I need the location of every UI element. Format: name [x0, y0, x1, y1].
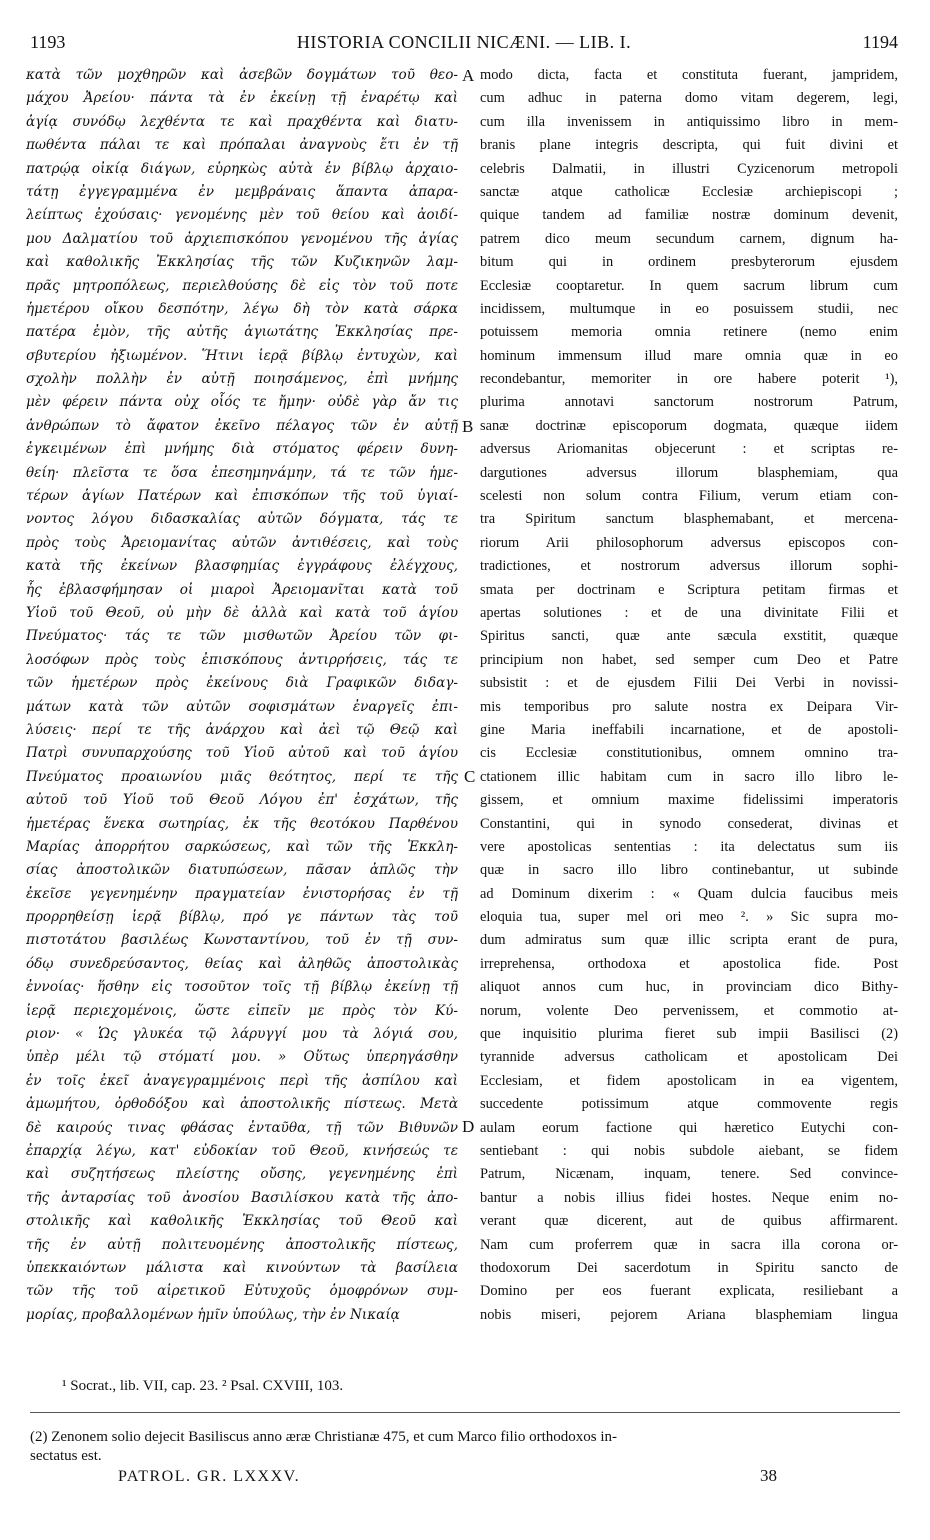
left-column-number: 1193 — [30, 32, 66, 52]
greek-text-line: ἱερᾷ περιεχομένοις, ὥστε εἰπεῖν με πρὸς τὸν Κύ- — [26, 1002, 458, 1019]
greek-text-line: αὐτοῦ τοῦ Υἱοῦ τοῦ Θεοῦ Λόγου ἐπ' ἐσχάτων, τῆς — [26, 792, 458, 809]
latin-text-line: sentiebant : qui nobis subdole aiebant, se fidem — [480, 1142, 898, 1159]
latin-text-line: dum admiratus sum quæ illic scripta erant de pura, — [480, 932, 898, 949]
latin-text-column — [480, 64, 898, 1327]
greek-text-line: τῆς ἐν αὐτῇ πολιτευομένης ἀποστολικῆς πίστεως, — [26, 1236, 458, 1253]
greek-text-line: τάτῃ ἐγγεγραμμένα ἐν μεμβράναις ἅπαντα ἀπαρα- — [26, 183, 458, 200]
greek-text-line: καὶ συζητήσεως πλείστης οὔσης, γεγενημένης ἐπὶ — [26, 1166, 458, 1183]
section-marker-b: B — [462, 417, 474, 436]
editor-footnote-line: (2) Zenonem solio dejecit Basiliscus anno æræ Christianæ 475, et cum Marco filio orthodoxos in- — [30, 1429, 617, 1445]
latin-text-line: sanæ doctrinæ episcoporum dogmata, quæque iidem — [480, 417, 898, 434]
greek-text-line: μάτων κατὰ τῶν αὐτῶν σοφισμάτων ἐναργεῖς ἐπι- — [26, 698, 458, 715]
greek-text-line: ἐν τοῖς ἐκεῖ ἀναγεγραμμένοις περὶ τῆς ἀσπίλου καὶ — [26, 1072, 458, 1089]
latin-text-line: ad Dominum dixerim : « Quam dulcia faucibus meis — [480, 885, 898, 902]
greek-text-line: τῶν ἡμετέρων πρὸς ἐκείνους διὰ Γραφικῶν διδαγ- — [26, 675, 458, 692]
greek-text-line: τέρων ἁγίων Πατέρων καὶ ἐπισκόπων τῆς τοῦ ὑγιαί- — [26, 488, 458, 505]
greek-text-line: ἡμετέρας ἕνεκα σωτηρίας, ἐκ τῆς θεοτόκου Παρθένου — [26, 815, 458, 832]
right-column-number: 1194 — [862, 32, 898, 52]
greek-text-line: ἡμετέρου οἴκου δεσπότην, λέγω δὴ τὸν κατὰ σάρκα — [26, 300, 458, 317]
section-marker-a: A — [462, 66, 475, 85]
greek-text-line: ὑπὲρ μέλι τῷ στόματί μου. » Οὕτως ὑπερηγάσθην — [26, 1049, 458, 1066]
latin-text-line: adversus Ariomanitas objecerunt : et scriptas re- — [480, 441, 898, 458]
gathering-number: 38 — [760, 1466, 777, 1485]
latin-text-line: verant quæ dicerent, aut de quibus affirmarent. — [480, 1213, 898, 1230]
greek-text-line: ἁγίᾳ συνόδῳ λεχθέντα τε καὶ πραχθέντα καὶ διατυ- — [26, 113, 458, 130]
latin-text-line: celebris Dalmatii, in illustri Cyzicenorum metropoli — [480, 160, 898, 177]
latin-text-line: cis Ecclesiæ constitutionibus, omnem omnino tra- — [480, 745, 898, 762]
latin-text-line: dargutiones adversus illorum blasphemiam, qua — [480, 464, 898, 481]
latin-text-line: succedente potissimum atque commovente regis — [480, 1096, 898, 1113]
latin-text-line: potuissem memoria omnia retinere (nemo enim — [480, 324, 898, 341]
greek-text-line: λείπτως ἐχούσαις· γενομένης μὲν τοῦ θείου καὶ ἀοιδί- — [26, 207, 458, 224]
latin-text-line: Patrum, Nicænam, inquam, tenere. Sed convince- — [480, 1166, 898, 1183]
running-title: HISTORIA CONCILII NICÆNI. — LIB. I. — [296, 32, 632, 52]
running-header — [30, 32, 898, 56]
latin-text-line: ctationem illic habitam cum in sacro illo libro le- — [480, 768, 898, 785]
greek-text-line: καὶ καθολικῆς Ἐκκλησίας τῆς τῶν Κυζικηνῶν λαμ- — [26, 254, 458, 271]
latin-text-line: bantur a nobis illius fidei hostes. Neque enim no- — [480, 1189, 898, 1206]
greek-text-line: Μαρίας ἀπορρήτου σαρκώσεως, καὶ τῶν τῆς Ἐκκλη- — [26, 838, 458, 855]
greek-text-line: σχολὴν πολλὴν ἐν αὐτῇ ποιησάμενος, ἐπὶ μνήμης — [26, 371, 458, 388]
greek-text-line: Πνεύματος προαιωνίου μιᾶς θεότητος, περί τε τῆς — [26, 768, 458, 785]
latin-text-line: subsistit : et de ejusdem Filii Dei Verbi in novissi- — [480, 675, 898, 692]
latin-text-line: eloquia tua, super mel ori meo ². » Sic supra mo- — [480, 909, 898, 926]
latin-text-line: incidissem, multumque in eo posuissem studii, nec — [480, 300, 898, 317]
greek-text-line: πωθέντα πάλαι τε καὶ πρόπαλαι ἀναγνοὺς ἔτι ἐν τῇ — [26, 137, 458, 154]
latin-text-line: principium non habet, sed semper cum Deo et Patre — [480, 651, 898, 668]
latin-text-line: aliquot annos cum huc, in provinciam dico Bithy- — [480, 979, 898, 996]
volume-signature: PATROL. GR. LXXXV. — [118, 1468, 301, 1485]
latin-text-line: Nam cum proferrem quæ in sacra illa corona or- — [480, 1236, 898, 1253]
latin-text-line: riorum Arii philosophorum adversus episcopos con- — [480, 534, 898, 551]
greek-text-line: Πνεύματος· τάς τε τῶν μισθωτῶν Ἀρείου τῶν φι- — [26, 628, 458, 645]
greek-text-line: λύσεις· περί τε τῆς ἀνάρχου καὶ ἀεὶ τῷ Θεῷ καὶ — [26, 721, 458, 738]
greek-text-line: στολικῆς καὶ καθολικῆς Ἐκκλησίας τοῦ Θεοῦ καὶ — [26, 1213, 458, 1230]
greek-text-line: ὑπεκκαιόντων μάλιστα καὶ κινούντων τὰ βασίλεια — [26, 1259, 458, 1276]
greek-text-line: ριον· « Ὡς γλυκέα τῷ λάρυγγί μου τὰ λόγιά σου, — [26, 1026, 458, 1043]
latin-text-line: Spiritus sancti, quæ ante sæcula exstitit, quæque — [480, 628, 898, 645]
latin-text-line: thodoxorum Dei sacerdotum in Spiritu sancto de — [480, 1259, 898, 1276]
greek-text-line: μορίας, προβαλλομένων ἡμῖν ὑπούλως, τὴν ἐν Νικαίᾳ — [26, 1306, 400, 1323]
latin-text-line: plurima annotavi sanctorum nostrorum Patrum, — [480, 394, 898, 411]
latin-text-line: tyrannide adversus catholicam et apostolicam Dei — [480, 1049, 898, 1066]
greek-text-line: ἧς ἐβλασφήμησαν οἱ μιαροὶ Ἀρειομανῖται κατὰ τοῦ — [26, 581, 458, 598]
greek-text-line: μου Δαλματίου τοῦ ἀρχιεπισκόπου γενομένου τῆς ἁγίας — [26, 230, 458, 247]
latin-text-line: norum, volente Deo pervenissem, et commotio at- — [480, 1002, 898, 1019]
latin-text-line: cum illa invenissem in antiquissimo libro in mem- — [480, 113, 898, 130]
latin-text-line: Domino per eos fuerant explicata, resiliebant a — [480, 1283, 898, 1300]
greek-text-line: πατρῴᾳ οἰκίᾳ διάγων, εὑρηκὼς αὐτὰ ἐν βίβλῳ ἀρχαιο- — [26, 160, 458, 177]
editor-footnote-line: sectatus est. — [30, 1448, 102, 1464]
footnote-divider — [30, 1412, 900, 1413]
section-marker-d: D — [462, 1117, 475, 1136]
greek-text-line: ἐπαρχίᾳ λέγω, κατ' εὐδοκίαν τοῦ Θεοῦ, κινήσεώς τε — [26, 1142, 458, 1159]
greek-text-line: Πατρὶ συνυπαρχούσης τοῦ Υἱοῦ αὐτοῦ καὶ τοῦ ἁγίου — [26, 745, 458, 762]
greek-text-line: προρρηθείσῃ ἱερᾷ βίβλῳ, πρό γε πάντων τὰς τοῦ — [26, 909, 458, 926]
latin-text-line: scelesti non solum contra Filium, verum etiam con- — [480, 488, 898, 505]
latin-text-line: Ecclesiæ cooptaretur. In quem sacrum librum cum — [480, 277, 898, 294]
greek-text-line: νοντος λόγου διδασκαλίας αὐτῶν δόγματα, τάς τε — [26, 511, 458, 528]
greek-text-line: κατὰ τῶν μοχθηρῶν καὶ ἀσεβῶν δογμάτων τοῦ θεο- — [26, 67, 458, 83]
latin-text-line: bitum qui in ordinem presbyterorum ejusdem — [480, 254, 898, 271]
latin-text-line: tradictiones, et nostrorum adversus illorum sophi- — [480, 558, 898, 575]
greek-text-line: ἐγκειμένων ἐπὶ μνήμης διὰ στόματος φέρειν δυνη- — [26, 441, 458, 458]
latin-text-line: modo dicta, facta et constituta fuerant, jampridem, — [480, 67, 898, 83]
latin-text-line: patrem dico meum secundum carnem, dignum ha- — [480, 230, 898, 247]
latin-text-line: que inquisitio plurima fieret sub impii Basilisci (2) — [480, 1026, 898, 1043]
greek-text-line: πρὸς τοὺς Ἀρειομανίτας αὐτῶν ἀντιθέσεις, καὶ τοὺς — [26, 534, 458, 551]
footnotes-references: ¹ Socrat., lib. VII, cap. 23. ² Psal. CXVIII, 103. — [62, 1378, 344, 1394]
greek-text-line: πιστοτάτου βασιλέως Κωνσταντίνου, τοῦ ἐν τῇ συν- — [26, 932, 458, 949]
latin-text-line: smata per doctrinam e Scriptura petitam firmas et — [480, 581, 898, 598]
editor-footnote — [30, 1428, 898, 1466]
greek-text-line: κατὰ τῆς ἐκείνων βλασφημίας ἐγγράφους ἐλέγχους, — [26, 558, 458, 575]
greek-text-line: ἐννοίας· ἥσθην εἰς τοσοῦτον τοῖς τῇ βίβλῳ ἐκείνῃ τῇ — [26, 979, 458, 996]
greek-text-line: μὲν φέρειν πάντα οὐχ οἷός τε ἤμην· οὐδὲ γὰρ ἄν τις — [26, 394, 458, 411]
greek-text-line: σβυτερίου ἠξιωμένον. Ἥτινι ἱερᾷ βίβλῳ ἐντυχὼν, καὶ — [26, 347, 458, 364]
latin-text-line: gissem, et omnium maxime fidelissimi imperatoris — [480, 792, 898, 809]
greek-text-line: ἀμωμήτου, ὀρθοδόξου καὶ ἀποστολικῆς πίστεως. Μετὰ — [26, 1096, 458, 1113]
greek-text-line: δὲ καιρούς τινας φθάσας ἐνταῦθα, τῇ τῶν Βιθυνῶν — [26, 1119, 458, 1136]
greek-text-line: λοσόφων πρὸς τοὺς ἐπισκόπους ἀντιρρήσεις, τάς τε — [26, 651, 458, 668]
greek-text-line: τῶν τῆς τοῦ αἱρετικοῦ Εὐτυχοῦς ὁμοφρόνων συμ- — [26, 1283, 458, 1300]
latin-text-line: cum adhuc in paterna domo vitam degerem, legi, — [480, 90, 898, 107]
greek-text-line: όδῳ συνεδρεύσαντος, θείας καὶ ἀληθῶς ἀποστολικὰς — [26, 955, 458, 972]
latin-text-line: vere apostolicas sententias : ita delectatus sum iis — [480, 838, 898, 855]
latin-text-line: branis plane integris descripta, qui fuit divini et — [480, 137, 898, 154]
latin-text-line: irreprehensa, orthodoxa et apostolica fide. Post — [480, 955, 898, 972]
greek-text-line: πρᾶς μητροπόλεως, περιελθούσης δὲ εἰς τὸν τοῦ ποτε — [26, 277, 458, 294]
latin-text-line: apertas solutiones : et de una divinitate Filii et — [480, 604, 898, 621]
latin-text-line: quæ in sacro illo libro continebantur, ut subinde — [480, 862, 898, 879]
latin-text-line: aulam eorum factione qui hæretico Eutychi con- — [480, 1119, 898, 1136]
greek-text-line: μάχου Ἀρείου· πάντα τὰ ἐν ἐκείνῃ τῇ ἐναρέτῳ καὶ — [26, 90, 458, 107]
greek-text-line: ἀνθρώπων τὸ ἄφατον ἐκεῖνο πέλαγος τῶν ἐν αὐτῇ — [26, 417, 458, 434]
greek-text-line: τῆς ἀνταρσίας τοῦ ἀνοσίου Βασιλίσκου κατὰ τῆς ἀπο- — [26, 1189, 458, 1206]
latin-text-line: recondebantur, memoriter in ore habere poterit ¹), — [480, 371, 898, 388]
latin-text-line: nobis miseri, pejorem Ariana blasphemiam lingua — [480, 1306, 898, 1323]
greek-text-line: θείη· πλεῖστα τε ὅσα ἐπεσημηνάμην, τά τε τῶν ἡμε- — [26, 464, 458, 481]
section-marker-c: C — [464, 767, 476, 786]
latin-text-line: sanctæ atque catholicæ Ecclesiæ archiepiscopi ; — [480, 183, 898, 200]
latin-text-line: hominum immensum illud mare omnia quæ in eo — [480, 347, 898, 364]
latin-text-line: Ecclesiam, et fidem apostolicam in ea vigentem, — [480, 1072, 898, 1089]
latin-text-line: Constantini, qui in synodo consederat, divinas et — [480, 815, 898, 832]
latin-text-line: mis temporibus pro salute nostra ex Deipara Vir- — [480, 698, 898, 715]
greek-text-column — [26, 64, 458, 1327]
greek-text-line: πατέρα ἐμὸν, τῆς αὐτῆς ἁγιωτάτης Ἐκκλησίας πρε- — [26, 324, 458, 341]
greek-text-line: σίας ἀποστολικῶν διατυπώσεων, πᾶσαν ἁπλῶς τὴν — [26, 862, 458, 879]
latin-text-line: quique tandem ad familiæ nostræ dominum devenit, — [480, 207, 898, 224]
greek-text-line: Υἱοῦ τοῦ Θεοῦ, οὐ μὴν δὲ ἀλλὰ καὶ κατὰ τοῦ ἁγίου — [26, 604, 458, 621]
latin-text-line: tra Spiritum sanctum blasphemabant, et mercena- — [480, 511, 898, 528]
greek-text-line: ἐκεῖσε γεγενημένην πραγματείαν ἐνιστορήσας ἐν τῇ — [26, 885, 458, 902]
latin-text-line: gine Maria ineffabili incarnatione, et de apostoli- — [480, 721, 898, 738]
